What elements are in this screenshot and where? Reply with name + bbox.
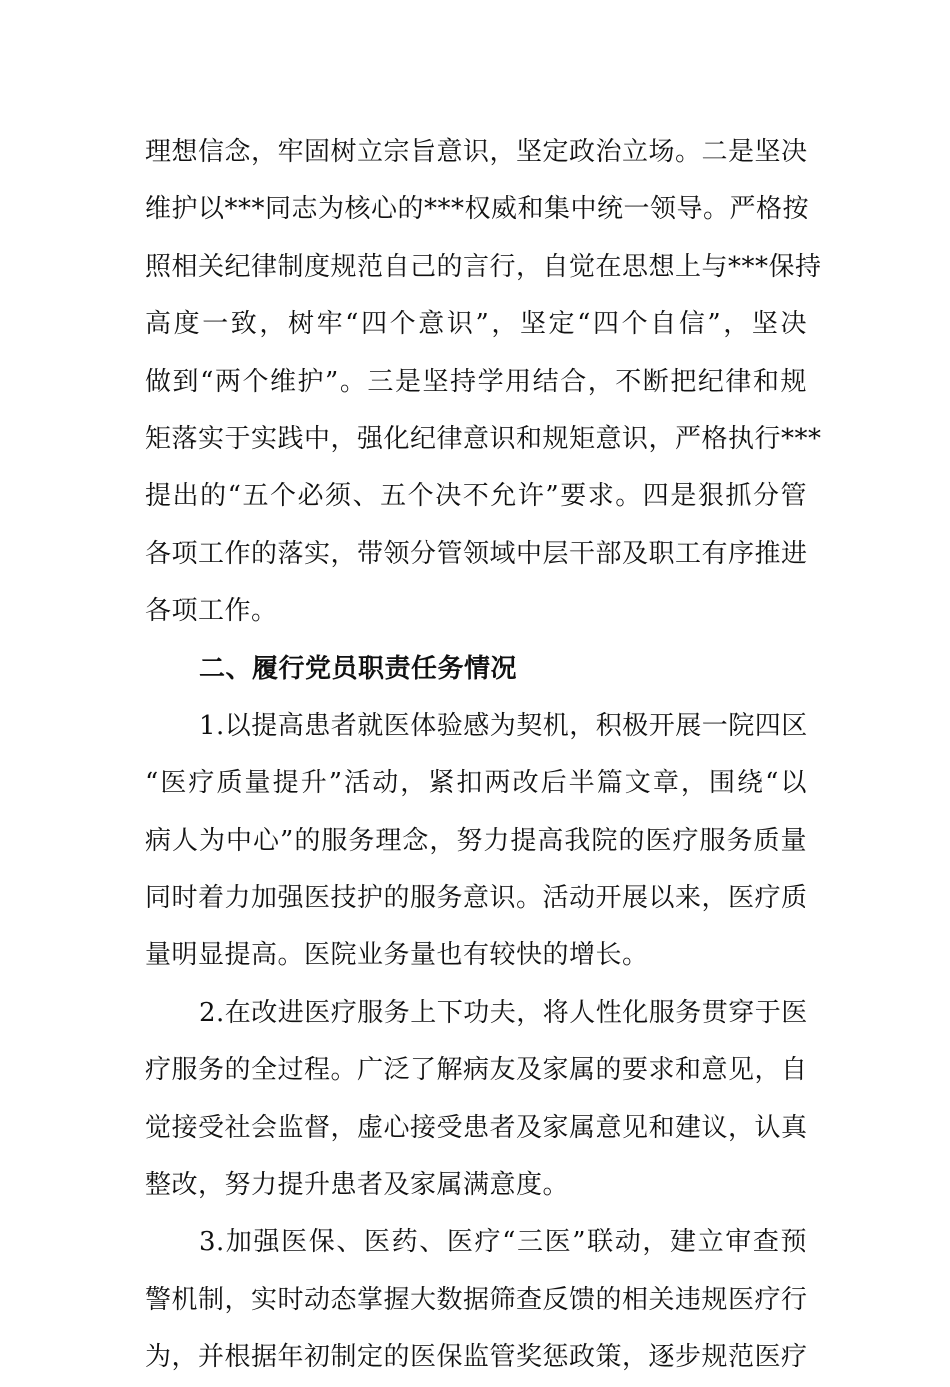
text-line: 各项工作。 xyxy=(145,596,278,627)
text-line: 1.以提高患者就医体验感为契机，积极开展一院四区 xyxy=(199,710,808,741)
section-heading: 二、履行党员职责任务情况 xyxy=(199,653,518,684)
text-line: 觉接受社会监督，虚心接受患者及家属意见和建议，认真 xyxy=(145,1112,808,1143)
text-line: 高度一致，树牢“四个意识”，坚定“四个自信”，坚决 xyxy=(145,309,807,340)
text-line: 照相关纪律制度规范自己的言行，自觉在思想上与***保持 xyxy=(145,251,822,282)
text-line: 警机制，实时动态掌握大数据筛查反馈的相关违规医疗行 xyxy=(145,1284,808,1315)
text-line: 量明显提高。医院业务量也有较快的增长。 xyxy=(145,940,649,971)
text-line: 矩落实于实践中，强化纪律意识和规矩意识，严格执行*** xyxy=(145,423,822,454)
text-line: 做到“两个维护”。三是坚持学用结合，不断把纪律和规 xyxy=(145,366,807,397)
text-line: 为，并根据年初制定的医保监管奖惩政策，逐步规范医疗 xyxy=(145,1342,808,1373)
text-line: 提出的“五个必须、五个决不允许”要求。四是狠抓分管 xyxy=(145,481,807,512)
text-line: 维护以***同志为核心的***权威和集中统一领导。严格按 xyxy=(145,194,810,225)
text-line: 各项工作的落实，带领分管领域中层干部及职工有序推进 xyxy=(145,538,808,569)
text-line: “医疗质量提升”活动，紧扣两改后半篇文章，围绕“以 xyxy=(145,768,807,799)
text-line: 同时着力加强医技护的服务意识。活动开展以来，医疗质 xyxy=(145,883,808,914)
text-line: 2.在改进医疗服务上下功夫，将人性化服务贯穿于医 xyxy=(199,997,808,1028)
text-line: 病人为中心”的服务理念，努力提高我院的医疗服务质量 xyxy=(145,825,807,856)
text-line: 疗服务的全过程。广泛了解病友及家属的要求和意见，自 xyxy=(145,1055,808,1086)
text-line: 整改，努力提升患者及家属满意度。 xyxy=(145,1170,570,1201)
text-line: 理想信念，牢固树立宗旨意识，坚定政治立场。二是坚决 xyxy=(145,137,808,167)
document-body xyxy=(145,124,822,1387)
text-line: 3.加强医保、医药、医疗“三医”联动，建立审查预 xyxy=(199,1227,807,1258)
